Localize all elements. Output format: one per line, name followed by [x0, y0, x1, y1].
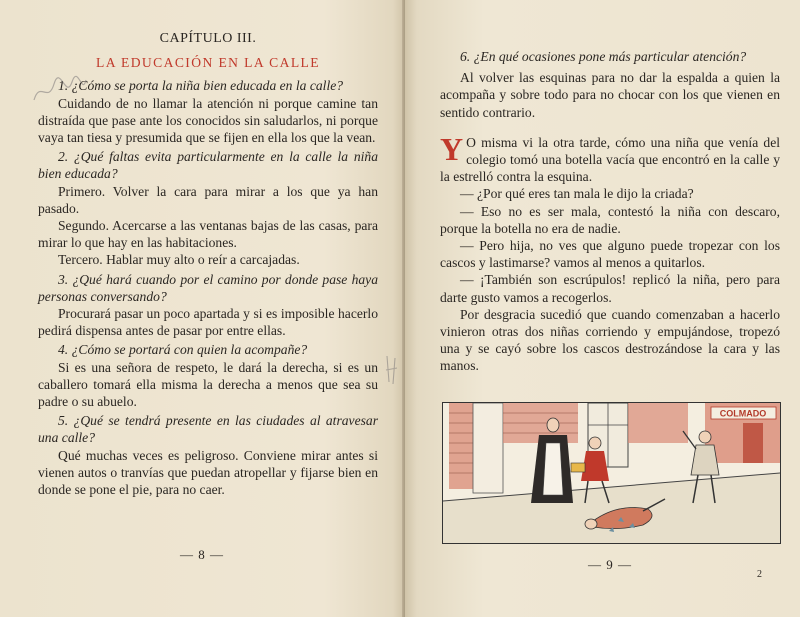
pencil-mark-icon [383, 352, 401, 388]
story-line-1: — ¿Por qué eres tan mala le dijo la criada? [460, 186, 694, 202]
question-3: 3. ¿Qué hará cuando por el camino por donde pase haya personas conversando? [38, 271, 378, 304]
answer-2-second: Segundo. Acercarse a las ventanas bajas de las casas, para mirar lo que hay en las habitaciones. [38, 218, 378, 251]
right-page [405, 0, 800, 617]
answer-2-third: Tercero. Hablar muy alto o reír a carcajadas. [58, 252, 300, 268]
street-illustration [442, 402, 781, 544]
answer-6: Al volver las esquinas para no dar la espalda a quien la acompaña y sobre todo para no chocar con los que vienen en sentido contrario. [440, 70, 780, 120]
chapter-title: CAPÍTULO III. [159, 31, 257, 46]
story-opening [440, 130, 780, 186]
answer-5: Qué muchas veces es peligroso. Conviene mirar antes si vienen autos o tranvías que puedan atropellar y fijarse bien en donde se pone el pie, para no caer. [38, 447, 378, 498]
corner-mark: 2 [757, 569, 762, 580]
story-line-4: — ¡También son escrúpulos! replicó la niña, pero para darte gusto vamos a recogerlos. [440, 272, 780, 305]
question-1: 1. ¿Cómo se porta la niña bien educada en la calle? [58, 78, 344, 94]
pencil-scribble-icon [30, 70, 90, 110]
colmado-sign: COLMADO [719, 408, 767, 419]
question-4: 4. ¿Cómo se portará con quien la acompañe? [58, 342, 308, 358]
question-2: 2. ¿Qué faltas evita particularmente en la calle la niña bien educada? [38, 149, 378, 182]
story-line-5: Por desgracia sucedió que cuando comenzaban a hacerlo vinieron otras dos niñas corriendo y empujándose, tropezó una y se cayó sobre los cascos destrozándose la cara y las manos. [440, 306, 780, 374]
answer-2-first: Primero. Volver la cara para mirar a los que ya han pasado. [38, 183, 378, 216]
answer-3: Procurará pasar un poco apartada y si es imposible hacerlo pedirá dispensa antes de pasar por entre ellas. [38, 306, 378, 339]
right-page-text [440, 48, 780, 375]
answer-4: Si es una señora de respeto, le dará la derecha, si es un caballero tomará ella misma la derecha a menos que sea su padre o su abuelo. [38, 359, 378, 410]
answer-1: Cuidando de no llamar la atención ni porque camine tan distraída que pase ante los conocidos sin saludarlos, ni porque vaya tan tiesa y presumida que se fijen en ella los que la vean. [38, 95, 378, 146]
street-scene-image [443, 403, 780, 543]
story-line-2: — Eso no es ser mala, contestó la niña con descaro, porque la botella no era de nadie. [440, 203, 780, 236]
story-opening-text: O misma vi la otra tarde, cómo una niña que venía del colegio tomó una botella vacía que encontró en la calle y la estrelló contra la esquina. [440, 134, 780, 185]
question-6: 6. ¿En qué ocasiones pone más particular atención? [460, 49, 747, 64]
page-number-left: — 8 — [180, 547, 224, 562]
story-line-3: — Pero hija, no ves que alguno puede tropezar con los cascos y lastimarse? vamos al menos a quitarlos. [440, 238, 780, 271]
drop-cap: Y [440, 130, 464, 167]
section-title: LA EDUCACIÓN EN LA CALLE [96, 55, 320, 71]
question-5: 5. ¿Qué se tendrá presente en las ciudades al atravesar una calle? [38, 413, 378, 446]
page-number-right: — 9 — [588, 557, 632, 572]
